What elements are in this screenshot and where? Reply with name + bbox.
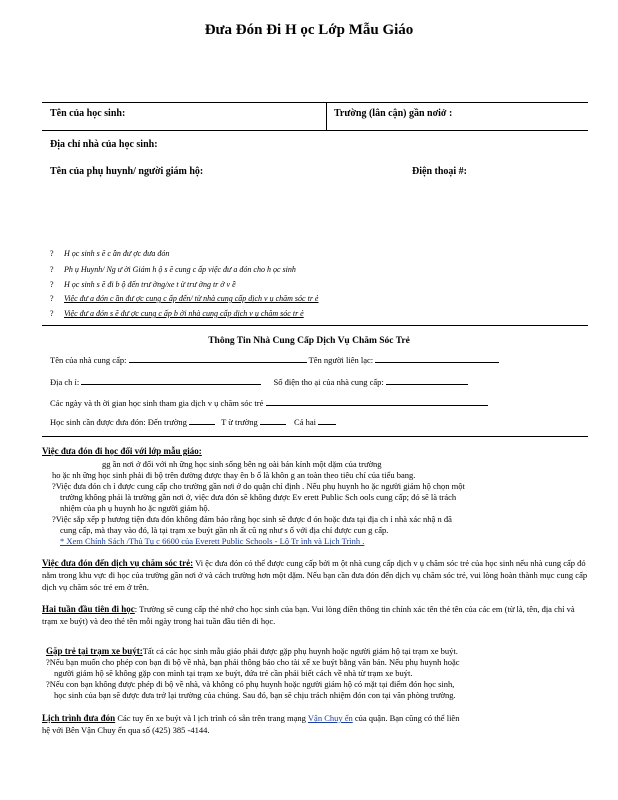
checklist-item[interactable]: ? H ọc sinh s ẽ c ần đư ợc đưa đón [50, 249, 170, 258]
section-text: Các tuy ến xe buýt và l ịch trình có sẵn trên trang mạng [117, 713, 306, 723]
from-school-label: T ừ trường [221, 417, 258, 427]
contact-field[interactable] [375, 362, 499, 363]
section-title: Việc đưa đón đến dịch vụ chăm sóc trẻ: [42, 558, 194, 568]
section-title: Gặp trẻ tại trạm xe buýt: [46, 646, 143, 656]
days-field[interactable] [266, 405, 488, 406]
provider-address-label: Địa ch ỉ: [50, 377, 80, 387]
address-label: Địa chỉ nhà của học sinh: [50, 139, 158, 150]
contact-label: Tên người liên lạc: [308, 355, 374, 365]
student-name-label: Tên của học sinh: [50, 108, 126, 119]
provider-name-label: Tên của nhà cung cấp: [50, 355, 127, 365]
days-row [50, 398, 488, 408]
from-school-field[interactable] [260, 424, 286, 425]
page-title: Đưa Đón Đi H ọc Lớp Mẫu Giáo [204, 22, 414, 38]
provider-name-field[interactable] [129, 362, 307, 363]
text-line: gg ần nơi ở đối với nh ững học sinh sống bên ng oài bán kính một dặm của trường [102, 459, 382, 469]
checkbox-icon[interactable]: ? [50, 280, 54, 289]
phone-label: Điện thoại #: [412, 166, 467, 177]
text-line: Tất cả các học sinh mẫu giáo phải được gặp phụ huynh hoặc người giám hộ tại trạm xe buýt. [142, 646, 458, 656]
section-divider [42, 436, 588, 437]
section-first-two-weeks [42, 603, 590, 627]
checklist-item[interactable]: ? Ph ụ Huynh/ Ng ư ời Giám h ộ s ẽ cung c ấp việc đư a đón cho h ọc sinh [50, 265, 296, 274]
need-row [50, 417, 336, 427]
section-text: hệ với Bên Vận Chuy ển qua số (425) 385 -4144. [42, 725, 210, 735]
provider-phone-prefix: S [273, 377, 279, 387]
text-line: cung cấp, mà thay vào đó, là tại trạm xe buýt gần nh ất cũ ng như s ố với địa chỉ được cun g cấp. [60, 525, 389, 535]
provider-address-field[interactable] [81, 384, 261, 385]
checkbox-icon[interactable]: ? [50, 309, 54, 318]
text-line: nhiệm của ph ụ huynh ho ặc người giám hộ. [60, 503, 210, 513]
section-kindergarten-transport [42, 445, 590, 457]
form-divider [326, 102, 327, 130]
checklist-item[interactable]: ? Việc đư a đón c ần đư ợc cung c ấp đến/ từ nhà cung cấp dịch v ụ chăm sóc tr ẻ [50, 294, 319, 303]
nearby-school-label: Trường (lân cận) gần nơiở : [334, 108, 453, 119]
section-title: Lịch trình đưa đón [42, 713, 116, 723]
days-label: Các ngày và th ời gian học sinh tham gia dịch v ụ chăm sóc trẻ [50, 398, 264, 408]
need-label: Học sinh cần được đưa đón: [50, 417, 146, 427]
text-line: học sinh của bạn sẽ được đưa trở lại trường của chúng. Sau đó, bạn sẽ chịu trách nhiệm đón con tại văn phòng trường. [54, 690, 456, 700]
both-field[interactable] [318, 424, 336, 425]
provider-phone-field[interactable] [386, 384, 468, 385]
section-divider [42, 325, 588, 326]
form-row-border [42, 130, 588, 131]
section-title: Việc đưa đón đi học đối với lớp mẫu giáo: [42, 446, 202, 456]
policy-link[interactable]: * Xem Chính Sách /Thủ Tụ c 6600 của Everett Public Schools - Lộ Tr ình và Lịch Trình . [60, 536, 365, 546]
section-text: của quận. Bạn cũng có thể liên [354, 713, 460, 723]
section-text: Vi ệc đưa đón có thể được cung cấp bởi m ột nhà cung cấp dịch v ụ chăm sóc trẻ của học sinh nếu nhà cung cấp đó nằm trong khu vực đi học của trường gần nơi ở và cách trường hơn một dặm. Nếu bạn cần đưa đón đến dịch vụ chăm sóc trẻ, vui lòng hoàn thành mục cung cấp dịch vụ chăm sóc trẻ em ở trên. [42, 558, 588, 592]
provider-phone-label: ố điện tho ại của nhà cung cấp: [278, 377, 384, 387]
provider-name-row [50, 355, 499, 365]
text-line: ?Nếu con bạn không được phép đi bộ về nhà, và không có phụ huynh hoặc người giám hộ có mặt tại điểm đón học sinh, [46, 679, 455, 689]
transportation-link[interactable]: Vận Chuy ển [307, 713, 353, 723]
text-line: ho ặc nh ững học sinh phải đi bộ trên đường được thay ên b ố là khôn g an toàn theo tiêu chí của tiểu bang. [52, 470, 416, 480]
text-line: người giám hộ sẽ không gặp con mình tại trạm xe buýt, đứa trẻ cần phải biết cách về nhà từ trạm xe buýt. [54, 668, 413, 678]
to-school-field[interactable] [189, 424, 215, 425]
section-text: : Trường sẽ cung cấp thẻ nhớ cho học sinh của bạn. Vui lòng điền thông tin chính xác tên thẻ tên của các em (từ là, tên, địa chỉ và trạm xe buýt) và đeo thẻ tên mỗi ngày trong hai tuần đầu tiên đi học. [42, 604, 575, 626]
checkbox-icon[interactable]: ? [50, 249, 54, 258]
provider-heading: Thông Tin Nhà Cung Cấp Dịch Vụ Chăm Sóc Trẻ [208, 336, 410, 346]
section-schedule [42, 712, 590, 736]
text-line: ?Nếu bạn muốn cho phép con bạn đi bộ về nhà, bạn phải thông báo cho tài xế xe buýt bằng văn bản. Nếu phụ huynh hoặc [46, 657, 460, 667]
section-bus-stop [46, 646, 584, 701]
checklist-item[interactable]: ? Việc đư a đón s ẽ đư ợc cung c ấp b ởi nhà cung cấp dịch v ụ chăm sóc tr ẻ [50, 309, 304, 318]
text-line: ?Việc sắp xếp p hương tiện đưa đón không đảm bảo rằng học sinh sẽ được đ ón hoặc đưa tại địa ch ỉ nhà xác nhậ n đã [52, 514, 452, 524]
checkbox-icon[interactable]: ? [50, 294, 54, 303]
checkbox-icon[interactable]: ? [50, 265, 54, 274]
both-label: Cả hai [294, 417, 316, 427]
provider-address-row [50, 377, 468, 387]
to-school-label: Đến trường [147, 417, 187, 427]
text-line: ?Việc đưa đón ch ỉ được cung cấp cho trường gần nơi ở do quận chỉ định . Nếu phụ huynh ho ặc người giám hộ chọn một [52, 481, 465, 491]
section-childcare-transport [42, 557, 590, 593]
section-title: Hai tuần đầu tiên đi học [42, 604, 135, 614]
section-1-body [52, 459, 590, 547]
form-top-border [42, 102, 588, 103]
guardian-name-label: Tên của phụ huynh/ người giám hộ: [50, 166, 204, 177]
checklist-item[interactable]: ? H ọc sinh s ẽ đi b ộ đến trư ờng/xe t ừ trư ờng tr ở v ề [50, 280, 236, 289]
text-line: trường không phải là trường gần nơi ở, việc đưa đón sẽ không được Ev erett Public Sch ools cung cấp; đó sẽ là trách [60, 492, 457, 502]
